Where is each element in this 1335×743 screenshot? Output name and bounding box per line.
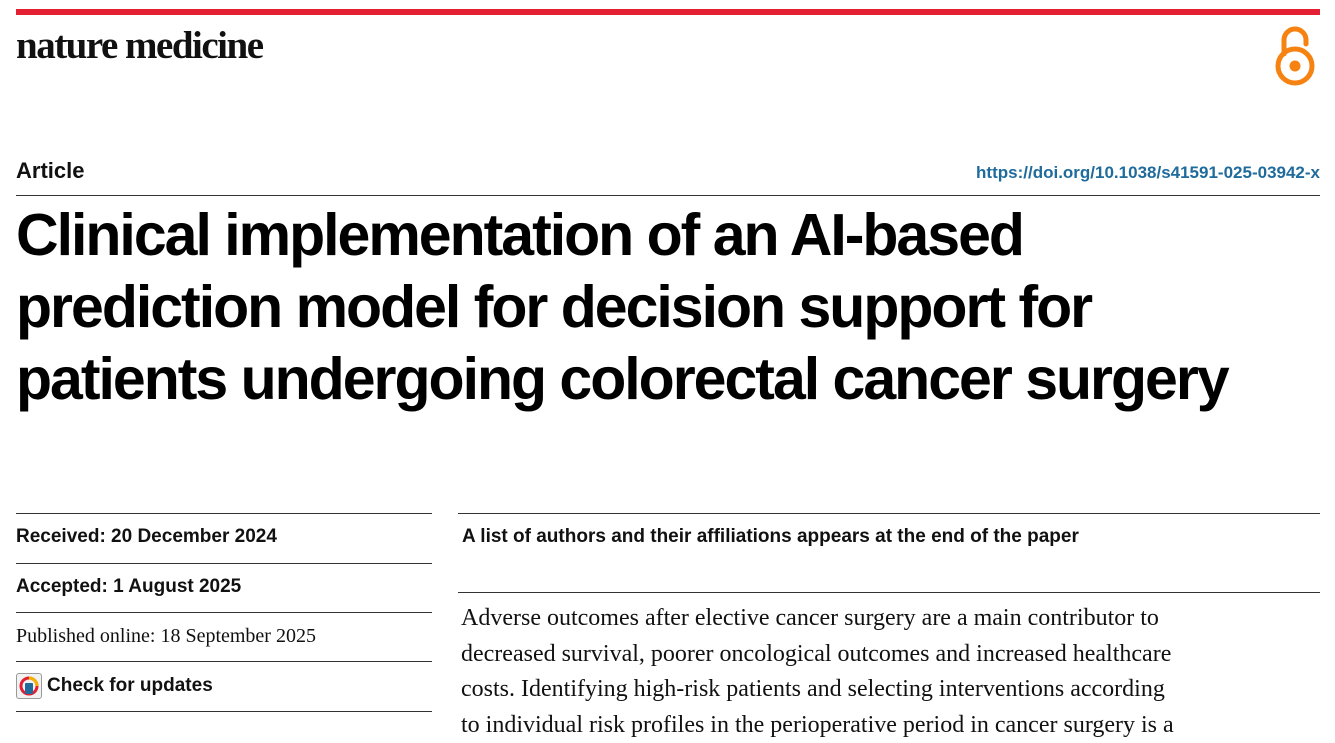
abstract (461, 601, 1321, 743)
accepted-date: Accepted: 1 August 2025 (16, 574, 241, 600)
abstract-line: to individual risk profiles in the perioperative period in cancer surgery is a (461, 708, 1321, 743)
meta-divider (16, 513, 432, 514)
abstract-line: Adverse outcomes after elective cancer surgery are a main contributor to (461, 601, 1321, 637)
meta-divider (16, 661, 432, 662)
title-line: prediction model for decision support for (16, 271, 1326, 343)
journal-name[interactable]: nature medicine (16, 22, 263, 70)
meta-divider (16, 711, 432, 712)
open-access-lock-icon (1270, 22, 1320, 88)
meta-divider (16, 563, 432, 564)
doi-link[interactable]: https://doi.org/10.1038/s41591-025-03942-x (976, 161, 1320, 185)
check-for-updates-link[interactable]: Check for updates (47, 673, 213, 699)
authors-divider (458, 513, 1320, 514)
received-date: Received: 20 December 2024 (16, 524, 277, 550)
check-for-updates-icon[interactable] (16, 673, 42, 699)
published-date: Published online: 18 September 2025 (16, 623, 316, 649)
header-divider (16, 195, 1320, 196)
abstract-line: costs. Identifying high-risk patients and selecting interventions according (461, 672, 1321, 708)
title-line: patients undergoing colorectal cancer surgery (16, 343, 1326, 415)
abstract-line: decreased survival, poorer oncological outcomes and increased healthcare (461, 637, 1321, 673)
authors-affiliations-note: A list of authors and their affiliations appears at the end of the paper (462, 524, 1079, 550)
brand-accent-bar (16, 9, 1320, 15)
article-type-label: Article (16, 157, 84, 185)
article-title (16, 199, 1326, 415)
title-line: Clinical implementation of an AI-based (16, 199, 1326, 271)
meta-divider (16, 612, 432, 613)
abstract-divider (458, 592, 1320, 593)
